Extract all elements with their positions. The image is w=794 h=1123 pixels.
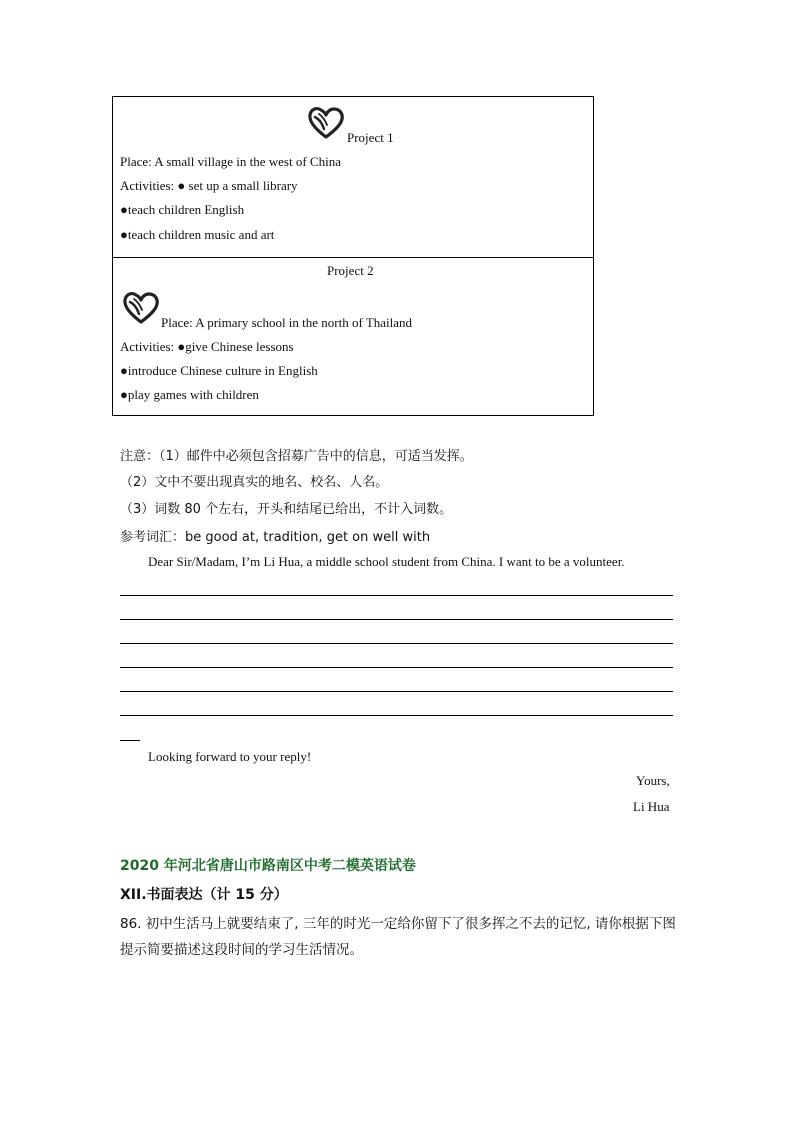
note-2: （2）文中不要出现真实的地名、校名、人名。 bbox=[120, 475, 389, 490]
project-1-place: Place: A small village in the west of China bbox=[120, 154, 341, 169]
heart-hand-icon bbox=[306, 103, 346, 143]
projects-table bbox=[112, 96, 594, 416]
writing-line bbox=[120, 619, 673, 620]
letter-closing: Looking forward to your reply! bbox=[148, 749, 312, 764]
project-2-activities: Activities: ●give Chinese lessons bbox=[120, 339, 294, 354]
reference-vocabulary: 参考词汇：be good at, tradition, get on well with bbox=[120, 530, 431, 545]
writing-line bbox=[120, 715, 673, 716]
writing-line bbox=[120, 595, 673, 596]
project-2-item-culture: ●introduce Chinese culture in English bbox=[120, 363, 318, 378]
question-86: 86. 初中生活马上就要结束了, 三年的时光一定给你留下了很多挥之不去的记忆, 请你根据下图提示简要描述这段时间的学习生活情况。 bbox=[120, 916, 676, 958]
section-heading: XII.书面表达（计 15 分） bbox=[120, 887, 288, 903]
project-1-title: Project 1 bbox=[347, 130, 394, 145]
project-1-cell bbox=[113, 97, 593, 258]
project-2-item-games: ●play games with children bbox=[120, 387, 259, 402]
writing-line bbox=[120, 667, 673, 668]
letter-opening: Dear Sir/Madam, I’m Li Hua, a middle school student from China. I want to be a volunteer. bbox=[148, 554, 625, 569]
writing-line bbox=[120, 643, 673, 644]
heart-hand-icon bbox=[121, 288, 161, 328]
note-3: （3）词数 80 个左右，开头和结尾已给出，不计入词数。 bbox=[120, 502, 453, 517]
project-1-item-music-art: ●teach children music and art bbox=[120, 227, 275, 242]
project-1-activities: Activities: ● set up a small library bbox=[120, 178, 298, 193]
project-2-cell bbox=[113, 258, 593, 415]
project-2-place: Place: A primary school in the north of Thailand bbox=[161, 315, 413, 330]
project-1-item-english: ●teach children English bbox=[120, 202, 245, 217]
writing-line bbox=[120, 691, 673, 692]
writing-line-end bbox=[120, 740, 140, 741]
project-2-title: Project 2 bbox=[327, 263, 374, 278]
letter-signoff: Yours, bbox=[636, 773, 670, 788]
note-1: 注意：（1）邮件中必须包含招募广告中的信息，可适当发挥。 bbox=[120, 449, 473, 464]
exam-title: 2020 年河北省唐山市路南区中考二模英语试卷 bbox=[120, 858, 416, 874]
letter-signature: Li Hua bbox=[633, 799, 670, 814]
